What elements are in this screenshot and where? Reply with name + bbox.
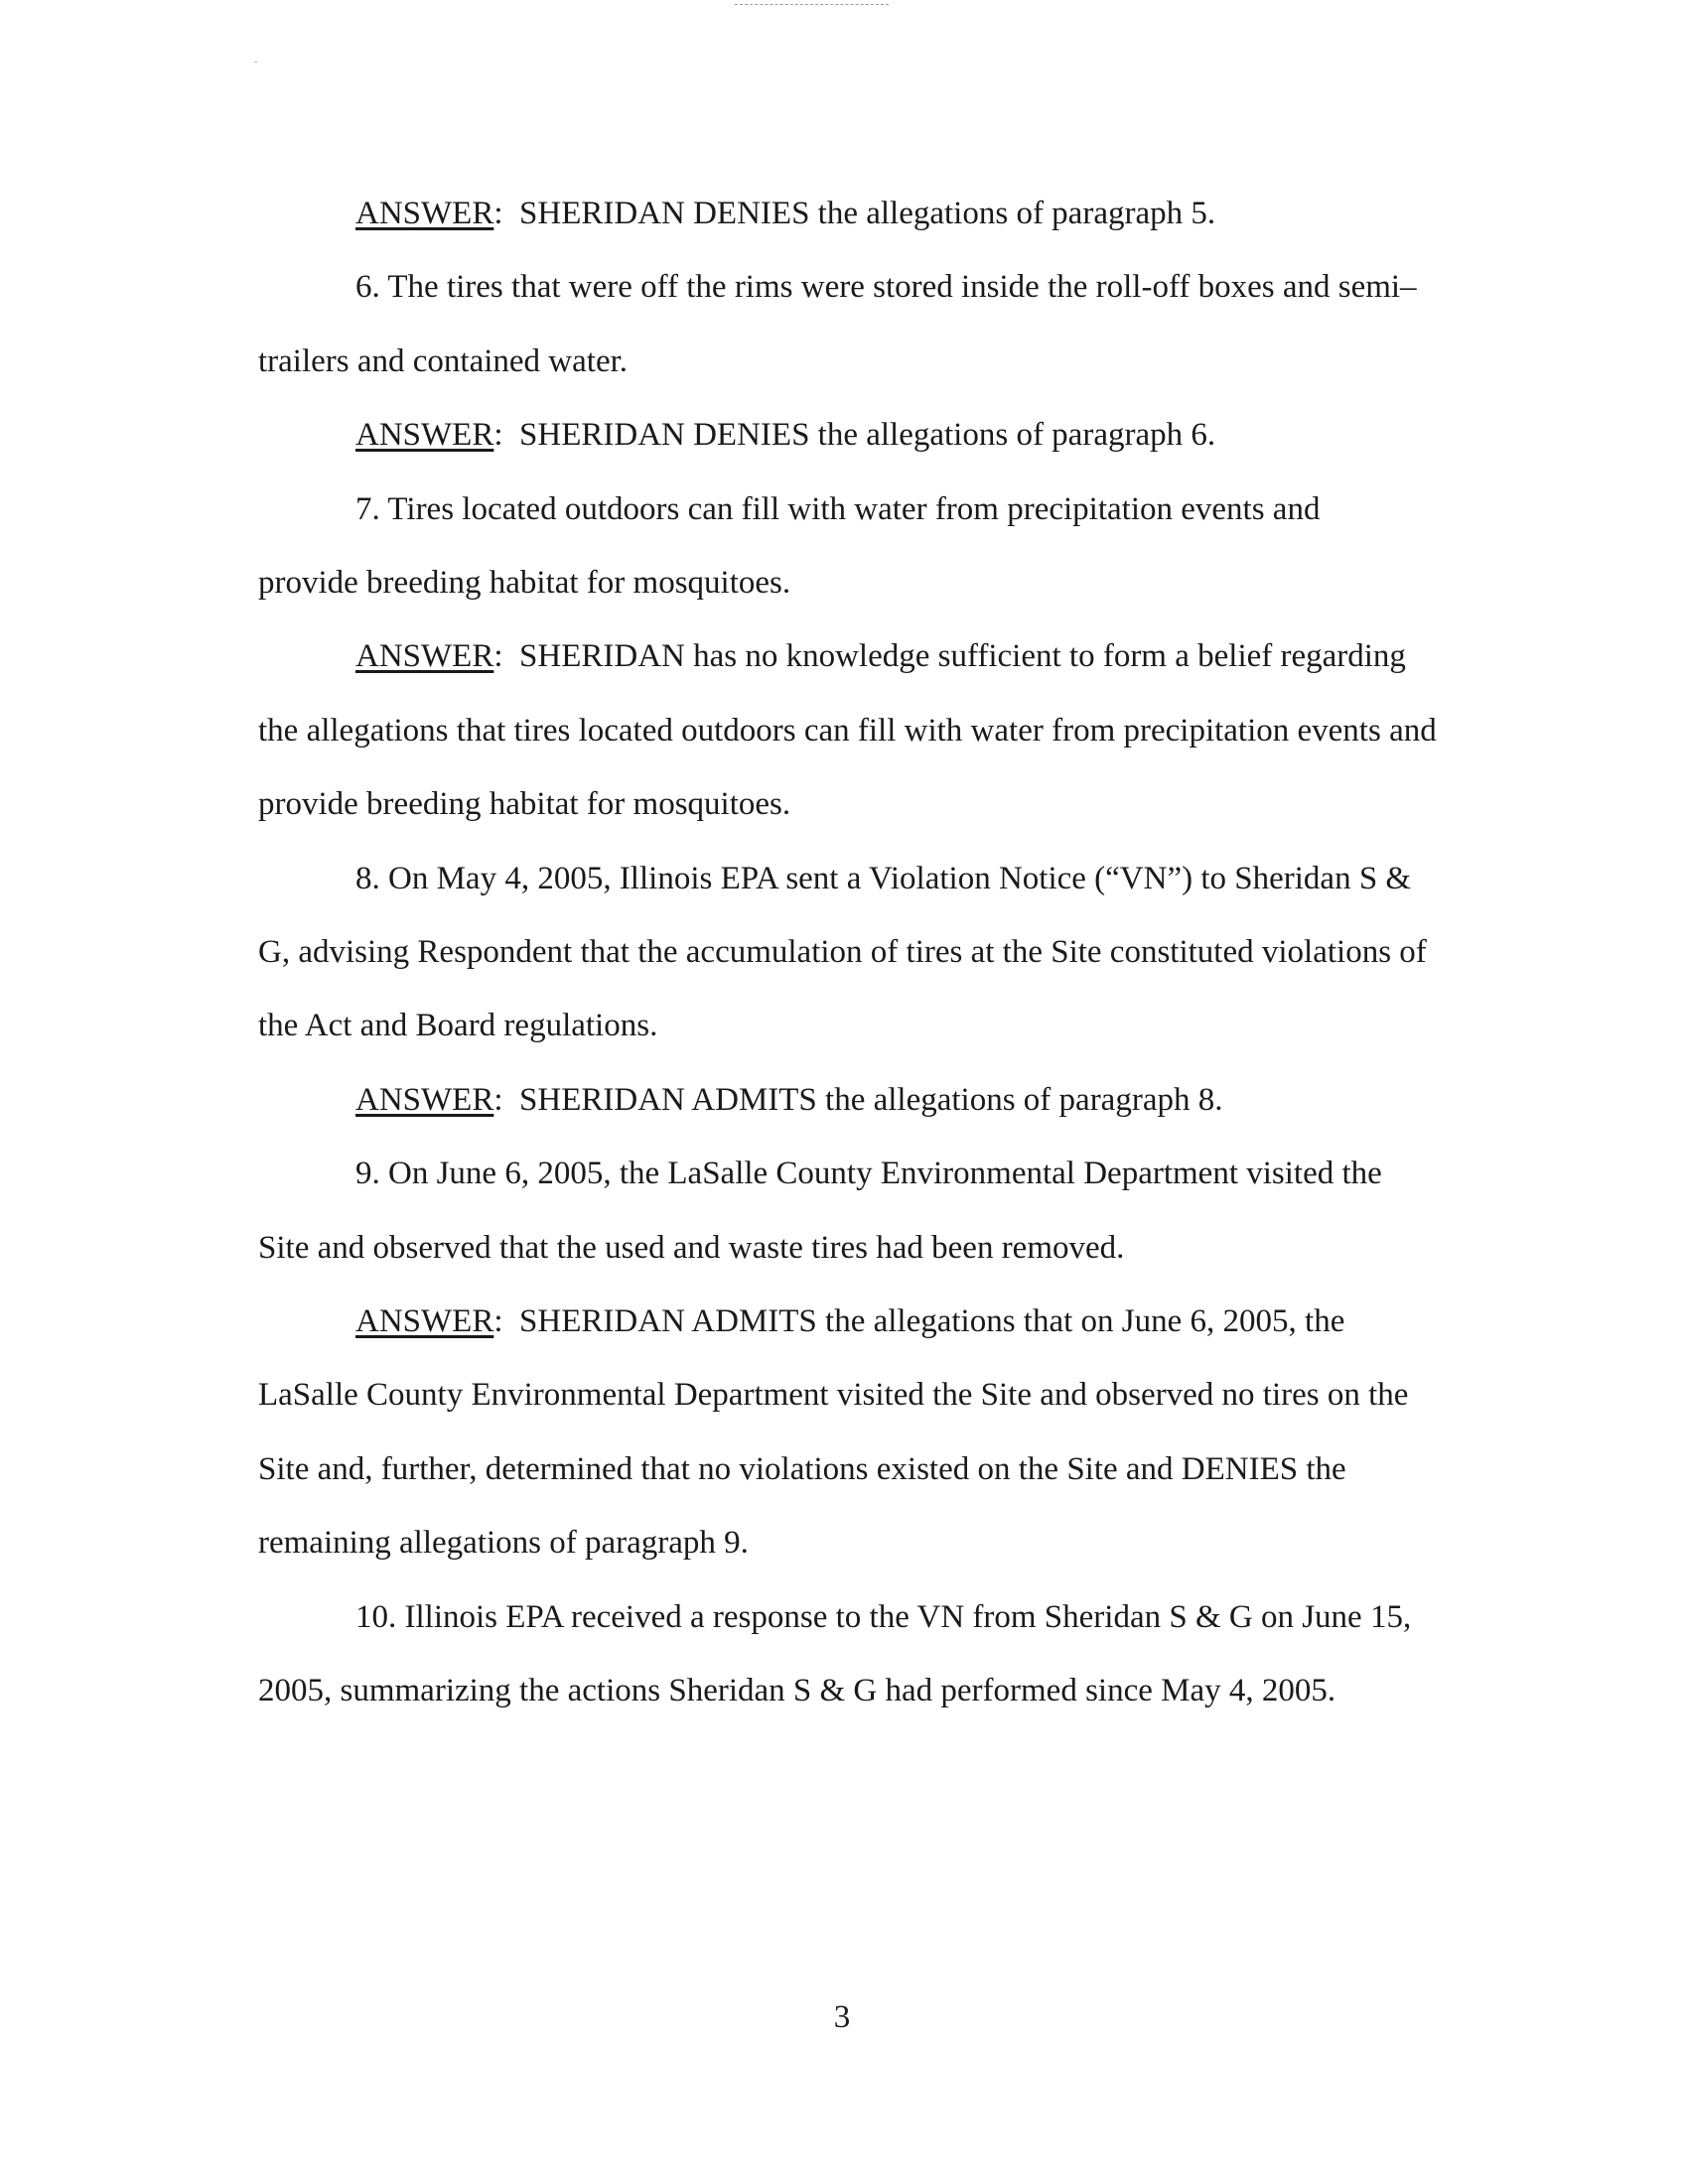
paragraph-6-line-1: 6. The tires that were off the rims were stored inside the roll-off boxes and semi– [355, 269, 1417, 305]
answer-6: ANSWER: SHERIDAN DENIES the allegations of paragraph 6. [355, 417, 1216, 453]
paragraph-8-line-3: the Act and Board regulations. [258, 1008, 658, 1043]
answer-9-line-4: remaining allegations of paragraph 9. [258, 1525, 749, 1561]
answer-9-line-3: Site and, further, determined that no violations existed on the Site and DENIES the [258, 1451, 1346, 1487]
paragraph-9-line-2: Site and observed that the used and waste tires had been removed. [258, 1230, 1125, 1266]
answer-label: ANSWER [355, 1303, 494, 1339]
paragraph-10-line-2: 2005, summarizing the actions Sheridan S & G had performed since May 4, 2005. [258, 1673, 1336, 1708]
answer-5: ANSWER: SHERIDAN DENIES the allegations of paragraph 5. [355, 196, 1216, 231]
answer-label: ANSWER [355, 1082, 494, 1118]
paragraph-7-line-1: 7. Tires located outdoors can fill with water from precipitation events and [355, 491, 1321, 527]
scan-artifact [735, 4, 889, 6]
answer-label: ANSWER [355, 638, 494, 674]
paragraph-6-line-2: trailers and contained water. [258, 343, 629, 379]
answer-7-line-3: provide breeding habitat for mosquitoes. [258, 786, 791, 822]
scan-artifact-dot [254, 62, 257, 63]
answer-label: ANSWER [355, 196, 494, 231]
answer-7-line-1: ANSWER: SHERIDAN has no knowledge sufficient to form a belief regarding [355, 638, 1406, 674]
answer-9-text: SHERIDAN ADMITS the allegations that on June 6, 2005, the [519, 1303, 1345, 1339]
answer-7-text: SHERIDAN has no knowledge sufficient to form a belief regarding [519, 638, 1406, 674]
answer-label: ANSWER [355, 417, 494, 453]
answer-9-line-1: ANSWER: SHERIDAN ADMITS the allegations that on June 6, 2005, the [355, 1303, 1345, 1339]
answer-6-text: SHERIDAN DENIES the allegations of paragraph 6. [519, 417, 1216, 453]
answer-5-text: SHERIDAN DENIES the allegations of paragraph 5. [519, 196, 1216, 231]
paragraph-7-line-2: provide breeding habitat for mosquitoes. [258, 565, 791, 601]
answer-9-line-2: LaSalle County Environmental Department visited the Site and observed no tires on the [258, 1377, 1409, 1413]
paragraph-9-line-1: 9. On June 6, 2005, the LaSalle County Environmental Department visited the [355, 1156, 1382, 1191]
answer-7-line-2: the allegations that tires located outdoors can fill with water from precipitation events and [258, 713, 1437, 749]
paragraph-10-line-1: 10. Illinois EPA received a response to the VN from Sheridan S & G on June 15, [355, 1599, 1412, 1635]
paragraph-8-line-1: 8. On May 4, 2005, Illinois EPA sent a Violation Notice (“VN”) to Sheridan S & [355, 861, 1412, 896]
paragraph-8-line-2: G, advising Respondent that the accumulation of tires at the Site constituted violations of [258, 934, 1427, 970]
answer-8-text: SHERIDAN ADMITS the allegations of paragraph 8. [519, 1082, 1223, 1118]
answer-8: ANSWER: SHERIDAN ADMITS the allegations of paragraph 8. [355, 1082, 1223, 1118]
page-number: 3 [833, 1999, 851, 2035]
